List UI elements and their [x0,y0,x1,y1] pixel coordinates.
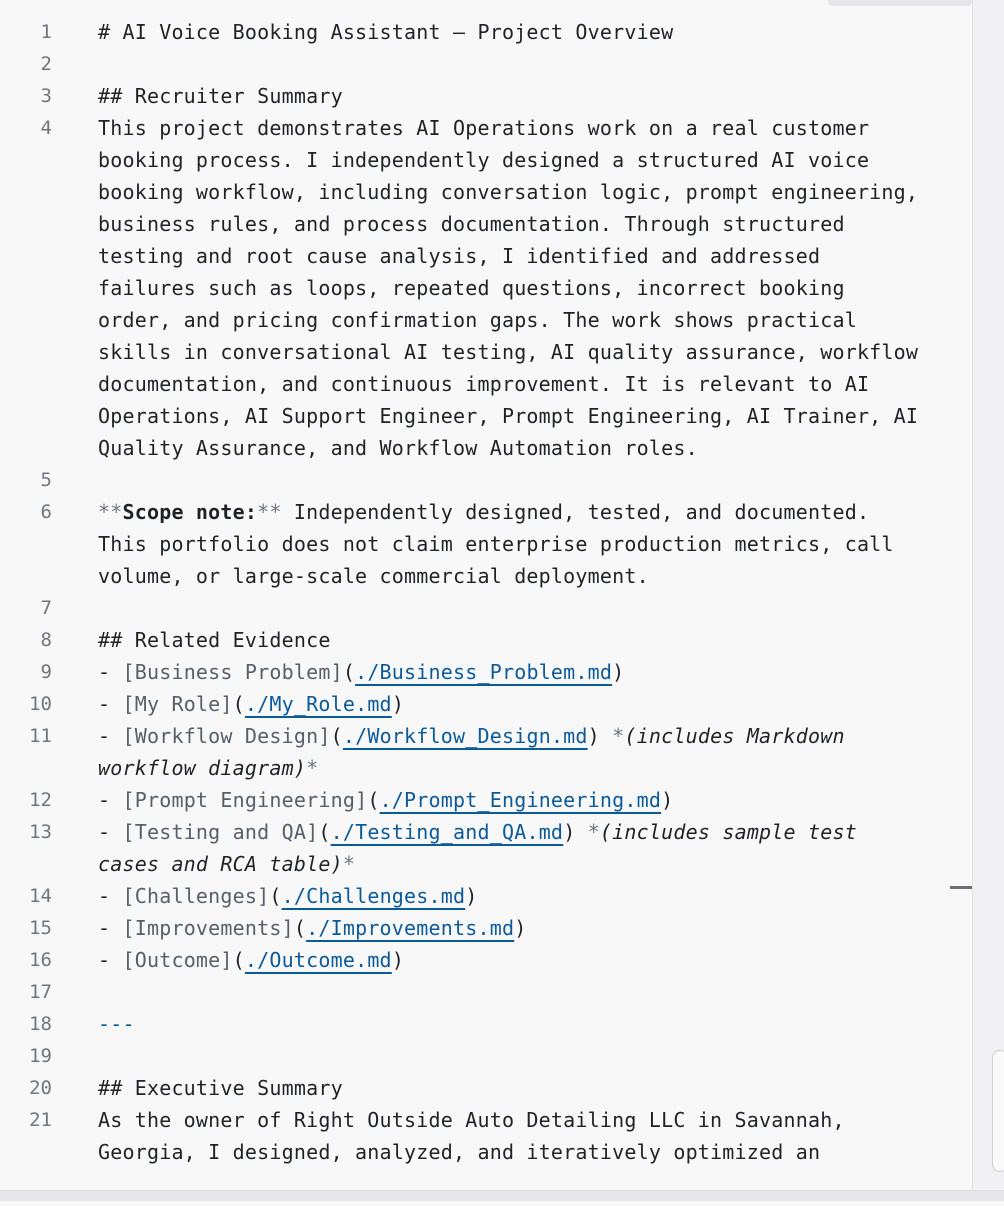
horizontal-rule: --- [98,1012,135,1036]
line-content[interactable] [98,496,928,592]
vertical-scrollbar[interactable] [972,0,1004,1190]
editor-line[interactable] [0,592,972,624]
line-text: This project demonstrates AI Operations work on a real customer booking process. I independently designed a structured AI voice booking workflow, including conversation logic, prompt engineering, business rules, and process documentation. Through structured testing and root cause analysis, I identified and addressed failures such as loops, repeated questions, incorrect booking order, and pricing confirmation gaps. The work shows practical skills in conversational AI testing, AI quality assurance, workflow documentation, and continuous improvement. It is relevant to AI Operations, AI Support Engineer, Prompt Engineering, AI Trainer, AI Quality Assurance, and Workflow Automation roles. [98,116,931,460]
link-text: [Challenges] [122,884,270,908]
line-content[interactable] [98,592,928,624]
line-number: 20 [29,1077,52,1099]
editor-line[interactable] [0,464,972,496]
line-content[interactable] [98,688,928,720]
line-text: - [98,788,123,812]
line-number: 17 [29,981,52,1003]
line-content[interactable] [98,80,928,112]
link-text: [Testing and QA] [122,820,319,844]
line-text: ( [293,916,307,940]
line-number: 13 [29,821,52,843]
line-number: 4 [40,117,52,139]
line-text: ) [661,788,674,812]
bottom-status-bar [0,1190,1004,1201]
line-number: 14 [29,885,52,907]
line-text: ( [269,884,282,908]
line-content[interactable] [98,944,928,976]
line-content[interactable] [98,976,928,1008]
italic-text: (includes sample test cases and RCA table) [98,820,870,876]
markdown-marker: ** [257,500,282,524]
line-number: 19 [29,1045,52,1067]
line-text: ( [330,724,343,748]
line-number: 8 [40,629,52,651]
line-number: 5 [40,469,52,491]
line-content[interactable] [98,880,928,912]
line-text: - [98,916,123,940]
line-text: ) [563,820,588,844]
line-text: - [98,724,123,748]
editor-line[interactable] [0,112,972,464]
line-text: ( [232,692,245,716]
line-content[interactable] [98,784,928,816]
line-text: Independently designed, tested, and documented. This portfolio does not claim enterprise production metrics, call volume, or large-scale commercial deployment. [98,500,906,588]
line-text: ## Related Evidence [98,628,331,652]
line-text: ) [612,660,625,684]
line-number: 16 [29,949,52,971]
line-text: ( [367,788,380,812]
editor-line[interactable] [0,48,972,80]
editor-line[interactable] [0,624,972,656]
line-content[interactable] [98,1072,928,1104]
line-content[interactable] [98,912,928,944]
link-url[interactable]: ./Testing_and_QA.md [330,820,564,844]
markdown-marker: * [306,756,319,780]
link-url[interactable]: ./Prompt_Engineering.md [379,788,662,812]
editor-line[interactable] [0,912,972,944]
editor-line[interactable] [0,944,972,976]
line-number: 12 [29,789,52,811]
line-number: 6 [40,501,52,523]
line-content[interactable] [98,656,928,688]
line-content[interactable] [98,112,931,464]
line-number: 7 [40,597,52,619]
editor-line[interactable] [0,976,972,1008]
editor-line[interactable] [0,880,972,912]
editor-line[interactable] [0,80,972,112]
editor-line[interactable] [0,1104,972,1168]
bold-text: Scope note: [122,500,258,524]
line-text: ( [342,660,356,684]
link-url[interactable]: ./Challenges.md [281,884,466,908]
line-number: 1 [40,21,52,43]
line-text: - [98,948,123,972]
line-number: 3 [40,85,52,107]
markdown-marker: ** [98,500,123,524]
line-number: 10 [29,693,52,715]
line-text: - [98,884,123,908]
link-text: [Prompt Engineering] [122,788,368,812]
editor-line[interactable] [0,656,972,688]
editor-line[interactable] [0,1008,972,1040]
side-panel-handle[interactable] [992,1050,1004,1172]
line-content[interactable] [98,1040,928,1072]
line-content[interactable] [98,16,928,48]
editor-line[interactable] [0,1072,972,1104]
line-text: ) [514,916,527,940]
line-text: - [98,820,123,844]
link-url[interactable]: ./Business_Problem.md [355,660,613,684]
line-text: As the owner of Right Outside Auto Detailing LLC in Savannah, Georgia, I designed, analyzed, and iteratively optimized an [98,1108,857,1164]
editor-line[interactable] [0,816,972,880]
editor-line[interactable] [0,16,972,48]
line-number: 21 [29,1109,52,1131]
scroll-position-marker [950,886,972,889]
link-text: [Outcome] [122,948,233,972]
line-text: ( [318,820,331,844]
link-url[interactable]: ./My_Role.md [244,692,392,716]
line-text: ## Recruiter Summary [98,84,343,108]
link-text: [Improvements] [122,916,294,940]
line-text: ) [391,692,405,716]
line-text: - [98,660,123,684]
editor-line[interactable] [0,688,972,720]
editor-line[interactable] [0,496,972,592]
editor-line[interactable] [0,720,972,784]
line-content[interactable] [98,720,928,784]
line-content[interactable] [98,624,928,656]
line-text: ) [587,724,613,748]
line-text: ## Executive Summary [98,1076,343,1100]
line-number: 9 [40,661,52,683]
line-content[interactable] [98,464,928,496]
line-number: 18 [29,1013,52,1035]
link-text: [Business Problem] [122,660,343,684]
line-content[interactable] [98,1008,928,1040]
editor-line[interactable] [0,784,972,816]
line-content[interactable] [98,816,928,880]
line-text: - [98,692,123,716]
line-content[interactable] [98,48,928,80]
link-url[interactable]: ./Workflow_Design.md [342,724,588,748]
line-number: 2 [40,53,52,75]
markdown-marker: * [587,820,600,844]
link-url[interactable]: ./Outcome.md [244,948,392,972]
link-url[interactable]: ./Improvements.md [306,916,515,940]
link-text: [My Role] [122,692,233,716]
link-text: [Workflow Design] [122,724,331,748]
line-number: 15 [29,917,52,939]
italic-text: (includes Markdown workflow diagram) [98,724,857,780]
line-number: 11 [29,725,52,747]
line-text: ) [391,948,405,972]
line-text: # AI Voice Booking Assistant — Project Overview [98,20,674,44]
markdown-marker: * [612,724,625,748]
editor-line[interactable] [0,1040,972,1072]
line-content[interactable] [98,1104,928,1168]
line-text: ) [465,884,478,908]
line-text: ( [232,948,245,972]
markdown-marker: * [342,852,356,876]
